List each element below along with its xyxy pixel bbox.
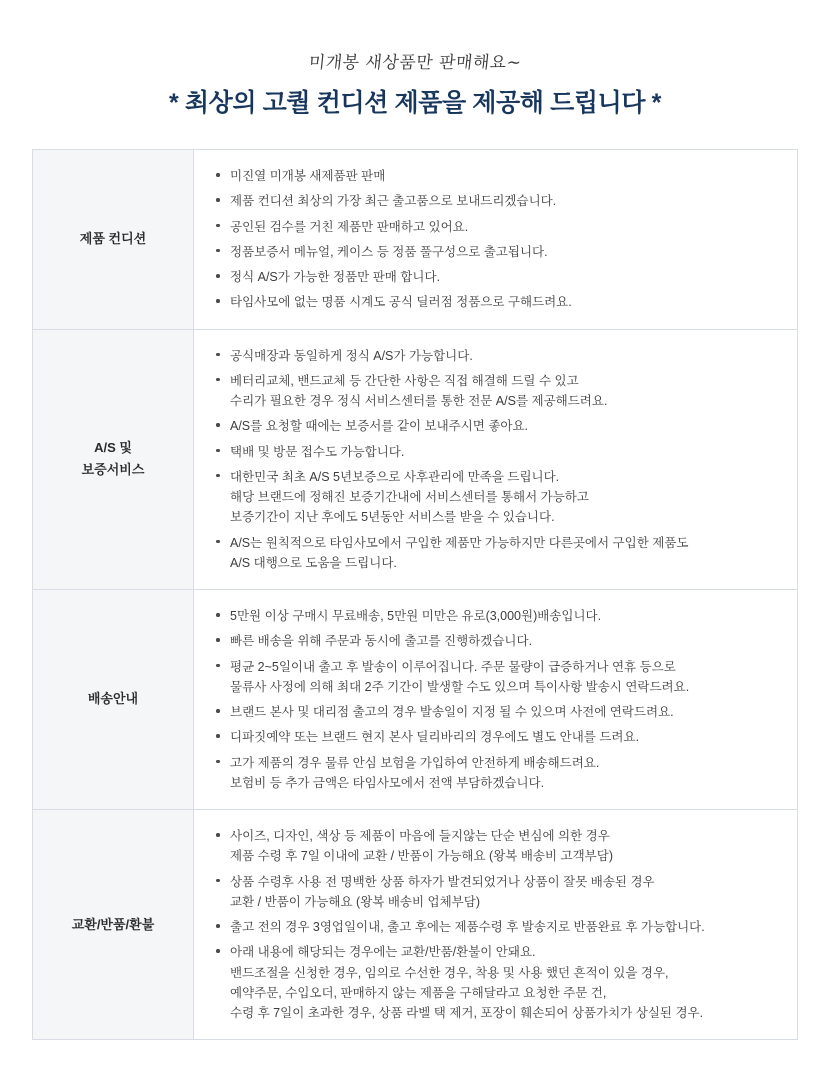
list-item-line: 제품 컨디션 최상의 가장 최근 출고품으로 보내드리겠습니다. (230, 194, 557, 209)
section-content (194, 150, 798, 329)
list-item (216, 631, 779, 651)
list-item-line: A/S 대행으로 도움을 드립니다. (230, 555, 397, 570)
section-label: 제품 컨디션 (33, 150, 194, 329)
bullet-list (216, 826, 779, 1023)
list-item-line: 수리가 필요한 경우 정식 서비스센터를 통한 전문 A/S를 제공해드려요. (230, 394, 608, 408)
page-title: * 최상의 고퀄 컨디션 제품을 제공해 드립니다 * (169, 89, 661, 117)
list-item-line: 수령 후 7일이 초과한 경우, 상품 라벨 택 제거, 포장이 훼손되어 상품가치가 상실된 경우. (230, 1006, 704, 1020)
list-item (216, 267, 779, 287)
list-item (216, 753, 779, 794)
list-item-line: 해당 브랜드에 정해진 보증기간내에 서비스센터를 통해서 가능하고 (230, 490, 589, 504)
list-item-line: 사이즈, 디자인, 색상 등 제품이 마음에 들지않는 단순 변심에 의한 경우 (230, 829, 610, 843)
page-header (0, 0, 830, 119)
section-label-line: A/S 및 (94, 440, 132, 456)
section-label: 배송안내 (33, 590, 194, 810)
list-item-line: 타임사모에 없는 명품 시계도 공식 딜러점 정품으로 구해드려요. (230, 295, 572, 310)
list-item-line: A/S는 원칙적으로 타임사모에서 구입한 제품만 가능하지만 다른곳에서 구입한 제품도 (230, 535, 689, 550)
list-item-line: 출고 전의 경우 3영업일이내, 출고 후에는 제품수령 후 발송지로 반품완료 후 가능합니다. (230, 920, 705, 934)
list-item-line: 정식 A/S가 가능한 정품만 판매 합니다. (230, 270, 441, 284)
list-item (216, 442, 779, 462)
list-item-line: 공식매장과 동일하게 정식 A/S가 가능합니다. (230, 348, 473, 363)
list-item-line: 대한민국 최초 A/S 5년보증으로 사후관리에 만족을 드립니다. (230, 469, 560, 484)
list-item (216, 702, 779, 722)
list-item (216, 371, 779, 412)
list-item-line: 택배 및 방문 접수도 가능합니다. (230, 444, 405, 459)
list-item-line: 5만원 이상 구매시 무료배송, 5만원 미만은 유로(3,000원)배송입니다. (230, 609, 602, 623)
section-label-line: 보증서비스 (81, 462, 145, 478)
list-item-line: 보증기간이 지난 후에도 5년동안 서비스를 받을 수 있습니다. (230, 510, 555, 525)
section-label: 교환/반품/환불 (33, 810, 194, 1040)
table-row (33, 329, 797, 590)
info-table-wrapper (32, 149, 798, 1040)
section-content (194, 810, 798, 1040)
info-table (33, 150, 797, 1039)
list-item-line: 제품 수령 후 7일 이내에 교환 / 반품이 가능해요 (왕복 배송비 고객부담) (230, 849, 613, 864)
list-item (216, 657, 779, 698)
list-item (216, 242, 779, 262)
list-item (216, 467, 779, 528)
header-subtitle: 미개봉 새상품만 판매해요~ (307, 53, 523, 73)
bullet-list (216, 346, 779, 574)
list-item (216, 292, 779, 312)
bullet-list (216, 606, 779, 793)
list-item (216, 166, 779, 186)
list-item-line: 고가 제품의 경우 물류 안심 보험을 가입하여 안전하게 배송해드려요. (230, 755, 600, 770)
footer-spacer (0, 1040, 830, 1080)
list-item (216, 727, 779, 747)
list-item (216, 826, 779, 867)
list-item-line: 정품보증서 메뉴얼, 케이스 등 정품 풀구성으로 출고됩니다. (230, 244, 548, 259)
list-item-line: 밴드조절을 신청한 경우, 임의로 수선한 경우, 착용 및 사용 했던 흔적이 있을 경우, (230, 965, 669, 980)
section-content (194, 590, 798, 810)
bullet-list (216, 166, 779, 313)
list-item (216, 217, 779, 237)
list-item-line: 공인된 검수를 거친 제품만 판매하고 있어요. (230, 219, 469, 234)
list-item-line: 보험비 등 추가 금액은 타임사모에서 전액 부담하겠습니다. (230, 775, 545, 790)
list-item-line: A/S를 요청할 때에는 보증서를 같이 보내주시면 좋아요. (230, 419, 529, 434)
list-item-line: 물류사 사정에 의해 최대 2주 기간이 발생할 수도 있으며 특이사항 발송시 연락드려요. (230, 679, 690, 694)
section-label (33, 329, 194, 590)
list-item-line: 아래 내용에 해당되는 경우에는 교환/반품/환불이 안돼요. (230, 945, 536, 960)
list-item-line: 브랜드 본사 및 대리점 출고의 경우 발송일이 지정 될 수 있으며 사전에 연락드려요. (230, 705, 674, 719)
info-table-body (33, 150, 797, 1039)
list-item (216, 872, 779, 913)
list-item-line: 디파짓예약 또는 브랜드 현지 본사 딜리바리의 경우에도 별도 안내를 드려요. (230, 730, 640, 745)
list-item-line: 미진열 미개봉 새제품판 판매 (230, 169, 386, 183)
list-item (216, 346, 779, 366)
list-item (216, 191, 779, 211)
list-item-line: 빠른 배송을 위해 주문과 동시에 출고를 진행하겠습니다. (230, 634, 533, 649)
table-row (33, 810, 797, 1040)
list-item-line: 베터리교체, 밴드교체 등 간단한 사항은 직접 해결해 드릴 수 있고 (230, 373, 579, 388)
list-item (216, 942, 779, 1023)
list-item-line: 교환 / 반품이 가능해요 (왕복 배송비 업체부담) (230, 894, 480, 909)
list-item-line: 예약주문, 수입오더, 판매하지 않는 제품을 구해달라고 요청한 주문 건, (230, 985, 607, 1000)
list-item-line: 상품 수령후 사용 전 명백한 상품 하자가 발견되었거나 상품이 잘못 배송된 경우 (230, 874, 655, 889)
list-item (216, 606, 779, 626)
list-item (216, 533, 779, 574)
list-item (216, 917, 779, 937)
list-item-line: 평균 2~5일이내 출고 후 발송이 이루어집니다. 주문 물량이 급증하거나 연휴 등으로 (230, 659, 676, 674)
section-content (194, 329, 798, 590)
table-row (33, 150, 797, 329)
table-row (33, 590, 797, 810)
list-item (216, 416, 779, 436)
